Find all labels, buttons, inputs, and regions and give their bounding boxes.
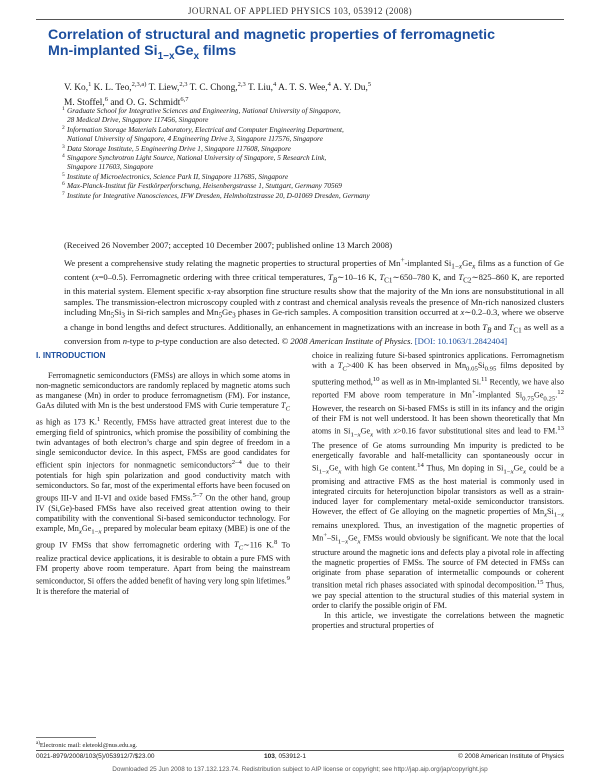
affiliation: 2 Information Storage Materials Laboratory, Electrical and Computer Engineering Department, (62, 124, 344, 134)
affiliation: 1 Graduate School for Integrative Sciences and Engineering, National University of Singapore, (62, 106, 341, 115)
affiliation: 28 Medical Drive, Singapore 117456, Singapore (67, 115, 209, 125)
author: V. Ko, (64, 83, 89, 94)
affiliation: 7 Institute for Integrative Nanosciences, IFW Dresden, Helmholtzstrasse 20, D-01069 Dresden, Germany (62, 190, 370, 200)
footer-issn: 0021-8979/2008/103(5)/053912/7/$23.00 (36, 753, 155, 760)
author: K. L. Teo, (91, 83, 132, 94)
affiliation: 6 Max-Planck-Institut für Festkörperforschung, Heisenbergstrasse 1, Stuttgart, Germany 70569 (62, 181, 342, 191)
affiliation: National University of Singapore, 4 Engineering Drive 3, Singapore 117576, Singapore (67, 134, 323, 144)
affiliation: 3 Data Storage Institute, 5 Engineering Drive 1, Singapore 117608, Singapore (62, 143, 291, 153)
received-dates: (Received 26 November 2007; accepted 10 December 2007; published online 13 March 2008) (64, 240, 393, 250)
author: T. Liew, (146, 83, 180, 94)
journal-header: JOURNAL OF APPLIED PHYSICS 103, 053912 (2008) (188, 6, 412, 16)
author-line-2: M. Stoffel,$^6$ and O. G. Schmidt$^{6,7}$ (64, 96, 189, 109)
body-column-left (36, 371, 290, 597)
author-line-1: V. Ko,$^1$ K. L. Teo,$^{2,3,a)}$ T. Liew,$^{2,3}$ T. C. Chong,$^{2,3}$ T. Liu,$^4$ A. T. S. Wee,$^4$ A. Y. Du,$^5$ (64, 81, 372, 94)
section-heading-introduction: I. INTRODUCTION (36, 351, 106, 360)
abstract: We present a comprehensive study relating the magnetic properties to structural properties of Mn+-implanted $Si_{1-x}Ge_x$ films as a function of Ge content (x=0–0.5). Ferromagnetic ordering with three critical temperatures, $T_B\sim 10-16$ K, $T_{C1}\sim 650-780$ K, and $T_{C2}\sim 825-860$ K, are reported in this material system. Element specific x-ray absorption fine structure results show that the majority of the Mn ions are nonsubstitutional in all samples. The transmission-electron microscopy coupled with z contrast and chemical analysis reveals the presence of Mn-rich nanosized clusters including $Mn_5Si_3$ in Si-rich samples and $Mn_5Ge_3$ phases in Ge-rich samples. A composition transition occurred at x∼0.2–0.3, where we observe a change in bond lengths and defect structures. Additionally, an enhancement in magnetizations with an increase in both $T_B$ and $T_{C1}$ as well as a conversion from n-type to p-type conduction are also detected. © 2008 American Institute of Physics. [DOI: 10.1063/1.2842404] (64, 256, 564, 347)
affiliations (64, 106, 564, 200)
title-line-2: Mn-implanted $Si_{1-x}Ge_x$ films (48, 43, 237, 62)
paper-title (48, 27, 558, 65)
footer-rule (36, 750, 564, 751)
footer-copyright: © 2008 American Institute of Physics (458, 753, 564, 760)
affiliation: 4 Singapore Synchrotron Light Source, National University of Singapore, 5 Research Link, (62, 153, 327, 163)
author: A. Y. Du, (330, 83, 368, 94)
paragraph: choice in realizing future Si-based spintronics applications. Ferromagnetism with a $T_C>400$ K has been observed in $Mn_{0.05}Si_{0.95}$ films deposited by sputtering method,$^{10}$ as well as in Mn-implanted Si.$^{11}$ Recently, we have also reported FM above room temperature in Mn+-implanted $Si_{0.75}Ge_{0.25}.^{12}$ However, the research on Si-based FMSs is still in its infancy and the origin of their FM is not well understood. It has been shown theoretically that Mn atoms in $Si_{1-x}Ge_x$ with x>0.16 favor substitutional sites and lead to FM.$^{13}$ The presence of Ge atoms surrounding Mn impurity is predicted to be energetically favorable and half-metallicity can spontaneously occur in $Si_{1-x}Ge_x$ with high Ge content.$^{14}$ Thus, Mn doping in $Si_{1-x}Ge_x$ could be a promising and attractive FMS as the host material is commonly used in integrated circuits for heterojunction bipolar transistors as well as a strain-induced layer for complementary metal-oxide semiconductor transistors. However, the effect of Ge alloying on the magnetic properties of $Mn_xSi_{1-x}$ remains unexplored. Thus, an investigation of the magnetic properties of $Mn^+-Si_{1-x}Ge_x$ FMSs would obviously be significant. We note that the local structure around the magnetic ions and defects play a pivotal role in affecting the magnetic properties of FMSs. The source of FM detected in FMSs can originate from phase separation of intermetallic compounds or coherent transition metal rich phases associated with spinodal decomposition.$^{15}$ Thus, we pay special attention to the structural studies of this material system in order to clarify the possible origin of FM. (312, 351, 565, 610)
footnote: $^{a)}$Electronic mail: eleteokl@nus.edu.sg. (36, 741, 138, 750)
footer-page-number: 103, 053912-1 (264, 753, 306, 760)
author: A. T. S. Wee, (276, 83, 328, 94)
footnote-rule (36, 737, 96, 738)
header-rule (36, 19, 564, 20)
author: T. C. Chong, (187, 83, 238, 94)
affiliation: Singapore 117603, Singapore (67, 162, 154, 172)
doi-link[interactable]: [DOI: 10.1063/1.2842404] (414, 336, 508, 347)
affiliation: 5 Institute of Microelectronics, Science Park II, Singapore 117685, Singapore (62, 171, 289, 181)
body-column-right (312, 351, 564, 631)
author: and O. G. Schmidt (107, 98, 181, 109)
download-notice: Downloaded 25 Jun 2008 to 137.132.123.74. Redistribution subject to AIP license or copyright; see http://jap.aip.org/jap/copyright.jsp (112, 766, 488, 773)
paragraph: Ferromagnetic semiconductors (FMSs) are alloys in which some atoms in non-magnetic semiconductors are randomly replaced by magnetic atoms such as manganese (Mn) in order to produce ferromagnetism (FM). For instance, GaAs diluted with Mn is the best understood FMS with Curie temperature $T_C$ as high as 173 K.$^1$ Recently, FMSs have attracted great interest due to the emerging field of spintronics, which promise the possibility of combining the twin advantages of both electron’s charge and spin degree of freedom in a single semiconductor device. In this aspect, FMSs are good candidates for efficient spin injectors for nonmagnetic semiconductors$^{2-4}$ due to their potentials for high spin polarization and good conductivity match with semiconductors. So far, most of the experimental efforts have been focused on groups III-V and II-VI and oxide based FMSs.$^{5-7}$ On the other hand, group IV (Si,Ge)-based FMSs have also received great attention owing to their compatibility with the conventional Si-based semiconductor technology. For example, $Mn_xGe_{1-x}$ prepared by molecular beam epitaxy (MBE) is one of the group IV FMSs that show ferromagnetic ordering with $T_C\sim 116$ K.$^8$ To realize practical device applications, it is desirable to obtain a pure FMS with FM property above room temperature. Apart from being the mainstream semiconductor, Si offers the added benefit of having very long spin lifetimes.$^9$ It is therefore the material of (36, 371, 290, 597)
author-list (64, 79, 564, 109)
title-line-1: Correlation of structural and magnetic properties of ferromagnetic (48, 27, 495, 43)
author: M. Stoffel, (64, 98, 105, 109)
paragraph: In this article, we investigate the correlations between the magnetic properties and structural properties of (312, 610, 564, 630)
abstract-copyright: © 2008 American Institute of Physics. (281, 336, 413, 347)
author: T. Liu, (245, 83, 274, 94)
